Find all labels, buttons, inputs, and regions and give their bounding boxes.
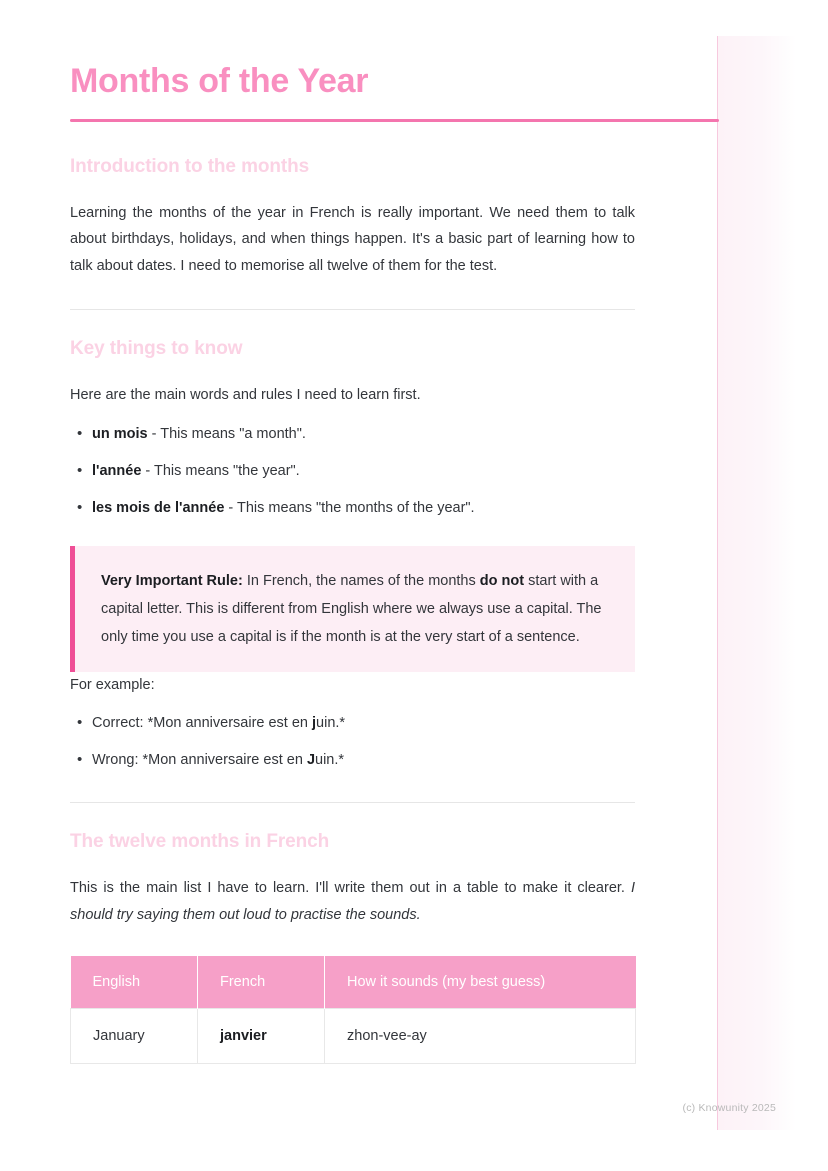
vocab-term: l'année [92, 462, 142, 479]
decorative-vertical-rule [717, 36, 719, 1130]
example-suffix: uin.* [316, 715, 346, 732]
twelve-months-plain: This is the main list I have to learn. I'll write them out in a table to make it clearer. [70, 880, 631, 897]
example-bold-letter: j [312, 715, 317, 732]
callout-emphasis: do not [479, 573, 525, 590]
vocab-term: un mois [92, 425, 148, 442]
table-row [71, 1009, 636, 1064]
decorative-right-strip [718, 36, 796, 1130]
list-item [92, 423, 635, 446]
vocab-term: les mois de l'année [92, 499, 225, 516]
column-header-french: French [198, 956, 325, 1009]
twelve-months-paragraph [70, 875, 635, 928]
example-suffix: uin.* [315, 752, 345, 769]
vocab-definition: - This means "the months of the year". [224, 499, 475, 516]
copyright-notice: (c) Knowunity 2025 [682, 1102, 776, 1114]
title-underline [70, 119, 719, 122]
column-header-english: English [71, 956, 198, 1009]
vocab-list [70, 423, 635, 521]
section-divider-1 [70, 309, 635, 310]
page-title: Months of the Year [70, 62, 369, 100]
table-header-row [71, 956, 636, 1009]
example-label: For example: [70, 676, 155, 693]
example-bold-letter: J [306, 752, 316, 769]
key-things-intro: Here are the main words and rules I need to learn first. [70, 387, 421, 404]
callout-text [101, 568, 609, 651]
cell-english: January [71, 1009, 198, 1064]
list-item [92, 497, 635, 520]
list-item [92, 460, 635, 483]
example-prefix: Wrong: *Mon anniversaire est en [92, 752, 307, 769]
months-table [70, 956, 636, 1064]
examples-list [70, 712, 635, 772]
section-divider-2 [70, 802, 635, 803]
cell-french: janvier [198, 1009, 325, 1064]
callout-text-part1: In French, the names of the months [242, 573, 480, 590]
list-item [92, 749, 635, 772]
twelve-months-italic: I should try saying them out loud to practise the sounds. [70, 880, 635, 923]
vocab-definition: - This means "a month". [147, 425, 306, 442]
list-item [92, 712, 635, 735]
important-rule-callout [70, 546, 635, 671]
section-heading-introduction: Introduction to the months [70, 156, 310, 178]
column-header-pronunciation: How it sounds (my best guess) [325, 956, 636, 1009]
introduction-paragraph: Learning the months of the year in French is really important. We need them to talk about birthdays, holidays, and when things happen. It's a basic part of learning how to talk about dates. I need to memorise all twelve of them for the test. [70, 205, 635, 274]
section-heading-twelve-months: The twelve months in French [70, 831, 330, 853]
section-heading-key-things: Key things to know [70, 338, 243, 360]
callout-label: Very Important Rule: [101, 573, 243, 590]
vocab-definition: - This means "the year". [141, 462, 300, 479]
cell-pronunciation: zhon-vee-ay [325, 1009, 636, 1064]
example-prefix: Correct: *Mon anniversaire est en [92, 715, 313, 732]
document-content [70, 62, 635, 1064]
callout-text-part2: start with a capital letter. This is different from English where we always use a capital. The only time you use a capital is if the month is at the very start of a sentence. [101, 573, 602, 645]
